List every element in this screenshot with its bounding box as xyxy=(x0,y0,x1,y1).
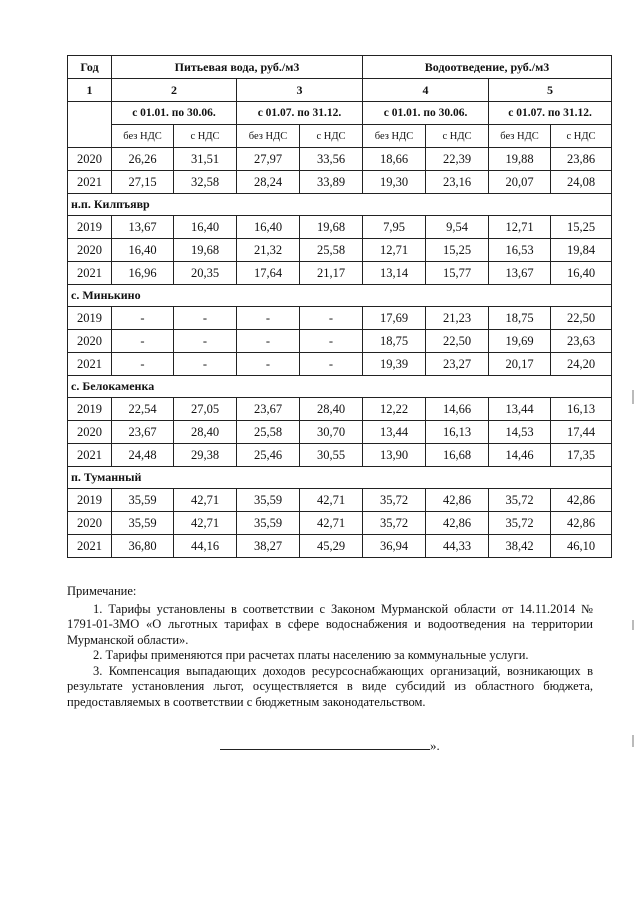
header-empty xyxy=(68,102,112,148)
header-vat: без НДС xyxy=(363,125,426,148)
header-water: Питьевая вода, руб./м3 xyxy=(112,56,363,79)
header-num-year: 1 xyxy=(68,79,112,102)
tariff-cell: 44,33 xyxy=(426,535,489,558)
tariff-cell: 38,42 xyxy=(489,535,551,558)
tariff-cell: 16,40 xyxy=(551,262,612,285)
tariff-cell: 16,40 xyxy=(112,239,174,262)
year-cell: 2019 xyxy=(68,216,112,239)
header-vat: с НДС xyxy=(426,125,489,148)
section-row xyxy=(68,376,612,398)
tariff-cell: 22,54 xyxy=(112,398,174,421)
section-row xyxy=(68,285,612,307)
scan-mark xyxy=(632,735,634,747)
header-period: с 01.01. по 30.06. xyxy=(363,102,489,125)
header-num: 4 xyxy=(363,79,489,102)
table-row xyxy=(68,398,612,421)
tariff-cell: 42,86 xyxy=(551,489,612,512)
tariff-cell: 14,46 xyxy=(489,444,551,467)
tariff-cell: 19,69 xyxy=(489,330,551,353)
tariff-cell: 12,71 xyxy=(489,216,551,239)
header-num: 5 xyxy=(489,79,612,102)
tariff-cell: 20,17 xyxy=(489,353,551,376)
tariff-cell: 35,72 xyxy=(489,512,551,535)
tariff-cell: 42,86 xyxy=(426,512,489,535)
tariff-cell: 24,20 xyxy=(551,353,612,376)
tariff-cell: 19,30 xyxy=(363,171,426,194)
year-cell: 2021 xyxy=(68,535,112,558)
tariff-cell: 25,46 xyxy=(237,444,300,467)
year-cell: 2019 xyxy=(68,307,112,330)
tariff-cell: 36,80 xyxy=(112,535,174,558)
tariff-cell: 33,89 xyxy=(300,171,363,194)
tariff-cell: - xyxy=(300,307,363,330)
tariff-cell: 45,29 xyxy=(300,535,363,558)
tariff-cell: 31,51 xyxy=(174,148,237,171)
tariff-table xyxy=(67,55,612,558)
year-cell: 2020 xyxy=(68,330,112,353)
tariff-cell: 19,84 xyxy=(551,239,612,262)
tariff-cell: 42,86 xyxy=(551,512,612,535)
tariff-cell: 23,16 xyxy=(426,171,489,194)
tariff-cell: - xyxy=(112,330,174,353)
tariff-cell: 23,27 xyxy=(426,353,489,376)
tariff-cell: 44,16 xyxy=(174,535,237,558)
table-row xyxy=(68,444,612,467)
tariff-cell: - xyxy=(300,353,363,376)
year-cell: 2020 xyxy=(68,421,112,444)
tariff-cell: 33,56 xyxy=(300,148,363,171)
tariff-cell: - xyxy=(112,353,174,376)
section-name: с. Минькино xyxy=(68,285,612,307)
tariff-cell: 17,69 xyxy=(363,307,426,330)
tariff-cell: 12,22 xyxy=(363,398,426,421)
tariff-cell: 30,70 xyxy=(300,421,363,444)
tariff-cell: 13,90 xyxy=(363,444,426,467)
year-cell: 2021 xyxy=(68,444,112,467)
tariff-cell: 16,40 xyxy=(237,216,300,239)
tariff-cell: 35,72 xyxy=(363,489,426,512)
tariff-cell: 14,53 xyxy=(489,421,551,444)
tariff-cell: 16,13 xyxy=(426,421,489,444)
tariff-cell: 27,97 xyxy=(237,148,300,171)
tariff-cell: - xyxy=(237,330,300,353)
tariff-cell: 35,72 xyxy=(489,489,551,512)
tariff-cell: 23,86 xyxy=(551,148,612,171)
table-row xyxy=(68,353,612,376)
tariff-cell: 32,58 xyxy=(174,171,237,194)
header-sewer: Водоотведение, руб./м3 xyxy=(363,56,612,79)
section-name: н.п. Килпъявр xyxy=(68,194,612,216)
tariff-cell: 19,68 xyxy=(174,239,237,262)
tariff-cell: - xyxy=(112,307,174,330)
tariff-cell: 24,08 xyxy=(551,171,612,194)
blank-line xyxy=(220,739,430,750)
tariff-cell: 22,39 xyxy=(426,148,489,171)
tariff-cell: 16,68 xyxy=(426,444,489,467)
tariff-cell: 28,40 xyxy=(300,398,363,421)
header-period: с 01.01. по 30.06. xyxy=(112,102,237,125)
table-row xyxy=(68,307,612,330)
tariff-cell: 16,40 xyxy=(174,216,237,239)
tariff-cell: 42,71 xyxy=(174,489,237,512)
scan-mark xyxy=(632,390,634,404)
tariff-cell: 18,75 xyxy=(489,307,551,330)
tariff-cell: 29,38 xyxy=(174,444,237,467)
table-row xyxy=(68,489,612,512)
tariff-cell: 12,71 xyxy=(363,239,426,262)
tariff-cell: 25,58 xyxy=(237,421,300,444)
tariff-cell: 18,75 xyxy=(363,330,426,353)
tariff-cell: 15,77 xyxy=(426,262,489,285)
signature-line xyxy=(220,738,440,754)
year-cell: 2020 xyxy=(68,239,112,262)
tariff-cell: 35,59 xyxy=(112,512,174,535)
tariff-cell: 35,59 xyxy=(237,512,300,535)
tariff-cell: 13,14 xyxy=(363,262,426,285)
tariff-cell: 19,68 xyxy=(300,216,363,239)
tariff-cell: 17,64 xyxy=(237,262,300,285)
tariff-cell: 15,25 xyxy=(551,216,612,239)
tariff-cell: - xyxy=(174,307,237,330)
year-cell: 2020 xyxy=(68,148,112,171)
note-item: 3. Компенсация выпадающих доходов ресурсоснабжающих организаций, возникающих в результате установления льгот, осуществляется в виде субсидий из областного бюджета, предоставляемых в соответствии с бюджетным законодательством. xyxy=(67,663,593,709)
table-row xyxy=(68,216,612,239)
tariff-cell: 13,67 xyxy=(112,216,174,239)
tariff-cell: 18,66 xyxy=(363,148,426,171)
header-num: 3 xyxy=(237,79,363,102)
table-row xyxy=(68,512,612,535)
year-cell: 2021 xyxy=(68,262,112,285)
header-period: с 01.07. по 31.12. xyxy=(237,102,363,125)
tariff-cell: 35,72 xyxy=(363,512,426,535)
tariff-cell: 28,40 xyxy=(174,421,237,444)
tariff-cell: 16,96 xyxy=(112,262,174,285)
tariff-cell: - xyxy=(174,353,237,376)
tariff-cell: - xyxy=(174,330,237,353)
notes-title: Примечание: xyxy=(67,584,137,598)
tariff-cell: - xyxy=(237,353,300,376)
year-cell: 2019 xyxy=(68,398,112,421)
table-row xyxy=(68,535,612,558)
tariff-cell: 15,25 xyxy=(426,239,489,262)
note-item: 1. Тарифы установлены в соответствии с Законом Мурманской области от 14.11.2014 № 1791-01-ЗМО «О льготных тарифах в сфере водоснабжения и водоотведения на территории Мурманской области». xyxy=(67,601,593,647)
tariff-cell: 42,71 xyxy=(174,512,237,535)
tariff-cell: 23,67 xyxy=(112,421,174,444)
tariff-document xyxy=(67,55,611,558)
year-cell: 2021 xyxy=(68,171,112,194)
table-row xyxy=(68,171,612,194)
tariff-cell: 35,59 xyxy=(112,489,174,512)
table-row xyxy=(68,262,612,285)
tariff-cell: 26,26 xyxy=(112,148,174,171)
tariff-cell: 20,07 xyxy=(489,171,551,194)
tariff-cell: 42,71 xyxy=(300,512,363,535)
header-vat: с НДС xyxy=(174,125,237,148)
header-vat: с НДС xyxy=(551,125,612,148)
tariff-cell: 14,66 xyxy=(426,398,489,421)
tariff-cell: 27,05 xyxy=(174,398,237,421)
tariff-cell: 21,23 xyxy=(426,307,489,330)
year-cell: 2020 xyxy=(68,512,112,535)
header-num: 2 xyxy=(112,79,237,102)
header-vat: без НДС xyxy=(489,125,551,148)
tariff-cell: 19,88 xyxy=(489,148,551,171)
section-row xyxy=(68,467,612,489)
tariff-cell: 27,15 xyxy=(112,171,174,194)
tariff-cell: - xyxy=(237,307,300,330)
table-row xyxy=(68,421,612,444)
tariff-cell: 35,59 xyxy=(237,489,300,512)
tariff-cell: 38,27 xyxy=(237,535,300,558)
tariff-cell: - xyxy=(300,330,363,353)
tariff-cell: 25,58 xyxy=(300,239,363,262)
tariff-cell: 24,48 xyxy=(112,444,174,467)
tariff-cell: 21,32 xyxy=(237,239,300,262)
table-row xyxy=(68,148,612,171)
tariff-cell: 21,17 xyxy=(300,262,363,285)
section-name: с. Белокаменка xyxy=(68,376,612,398)
scan-mark xyxy=(632,620,634,630)
tariff-cell: 17,44 xyxy=(551,421,612,444)
section-name: п. Туманный xyxy=(68,467,612,489)
tariff-cell: 42,86 xyxy=(426,489,489,512)
tariff-cell: 22,50 xyxy=(426,330,489,353)
tariff-cell: 28,24 xyxy=(237,171,300,194)
tariff-cell: 42,71 xyxy=(300,489,363,512)
year-cell: 2021 xyxy=(68,353,112,376)
header-period: с 01.07. по 31.12. xyxy=(489,102,612,125)
tariff-cell: 13,67 xyxy=(489,262,551,285)
header-vat: без НДС xyxy=(237,125,300,148)
tariff-cell: 16,53 xyxy=(489,239,551,262)
tariff-cell: 46,10 xyxy=(551,535,612,558)
note-item: 2. Тарифы применяются при расчетах платы населению за коммунальные услуги. xyxy=(93,648,529,662)
table-row xyxy=(68,330,612,353)
tariff-cell: 13,44 xyxy=(489,398,551,421)
tariff-cell: 23,67 xyxy=(237,398,300,421)
tariff-cell: 9,54 xyxy=(426,216,489,239)
tariff-cell: 17,35 xyxy=(551,444,612,467)
header-vat: с НДС xyxy=(300,125,363,148)
tariff-cell: 30,55 xyxy=(300,444,363,467)
tariff-cell: 22,50 xyxy=(551,307,612,330)
table-row xyxy=(68,239,612,262)
tariff-cell: 36,94 xyxy=(363,535,426,558)
notes xyxy=(67,584,593,710)
tariff-cell: 23,63 xyxy=(551,330,612,353)
closing-quote: ». xyxy=(430,738,440,753)
tariff-cell: 20,35 xyxy=(174,262,237,285)
tariff-cell: 19,39 xyxy=(363,353,426,376)
section-row xyxy=(68,194,612,216)
year-cell: 2019 xyxy=(68,489,112,512)
tariff-cell: 7,95 xyxy=(363,216,426,239)
tariff-cell: 13,44 xyxy=(363,421,426,444)
header-year: Год xyxy=(68,56,112,79)
tariff-cell: 16,13 xyxy=(551,398,612,421)
header-vat: без НДС xyxy=(112,125,174,148)
